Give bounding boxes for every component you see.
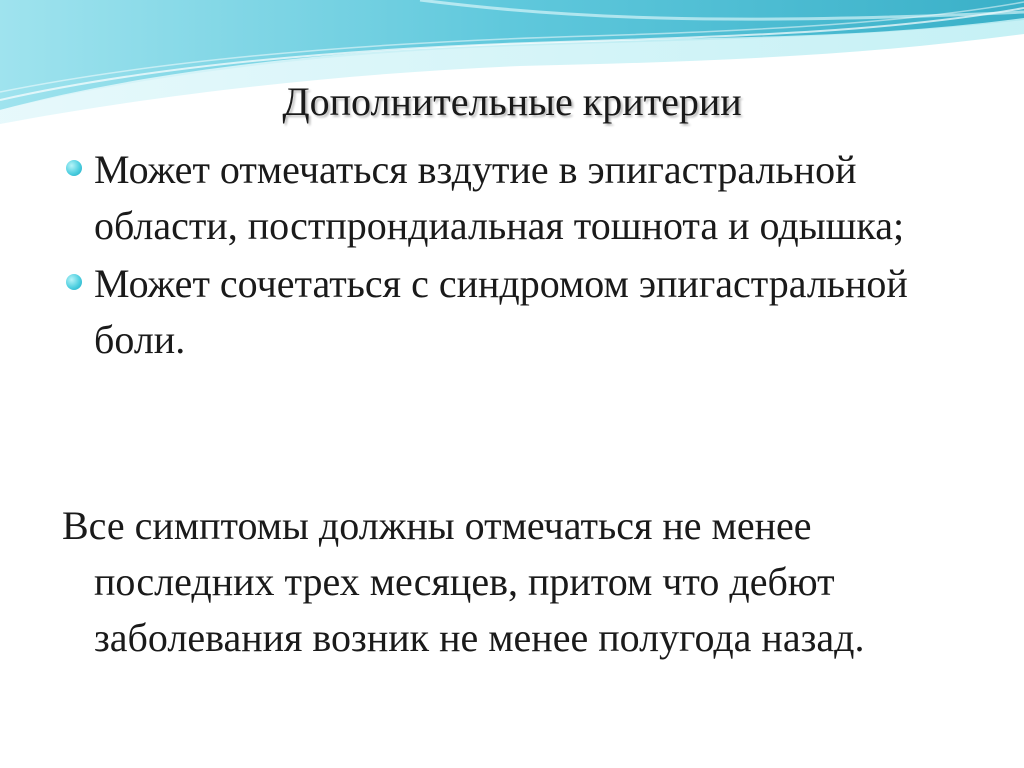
bullet-item	[62, 142, 982, 254]
duration-note: Все симптомы должны отмечаться не менее последних трех месяцев, притом что дебют заболевания возник не менее полугода назад.	[62, 503, 865, 660]
bullet-text: Может сочетаться с синдромом эпигастральной боли.	[94, 261, 908, 362]
slide-title: Дополнительные критерии	[282, 79, 742, 124]
bullet-text: Может отмечаться вздутие в эпигастральной области, постпрондиальная тошнота и одышка;	[94, 147, 905, 248]
bullet-dot-icon	[66, 160, 82, 176]
bullet-dot-icon	[66, 274, 82, 290]
bullet-list	[62, 142, 982, 370]
bullet-item	[62, 256, 982, 368]
